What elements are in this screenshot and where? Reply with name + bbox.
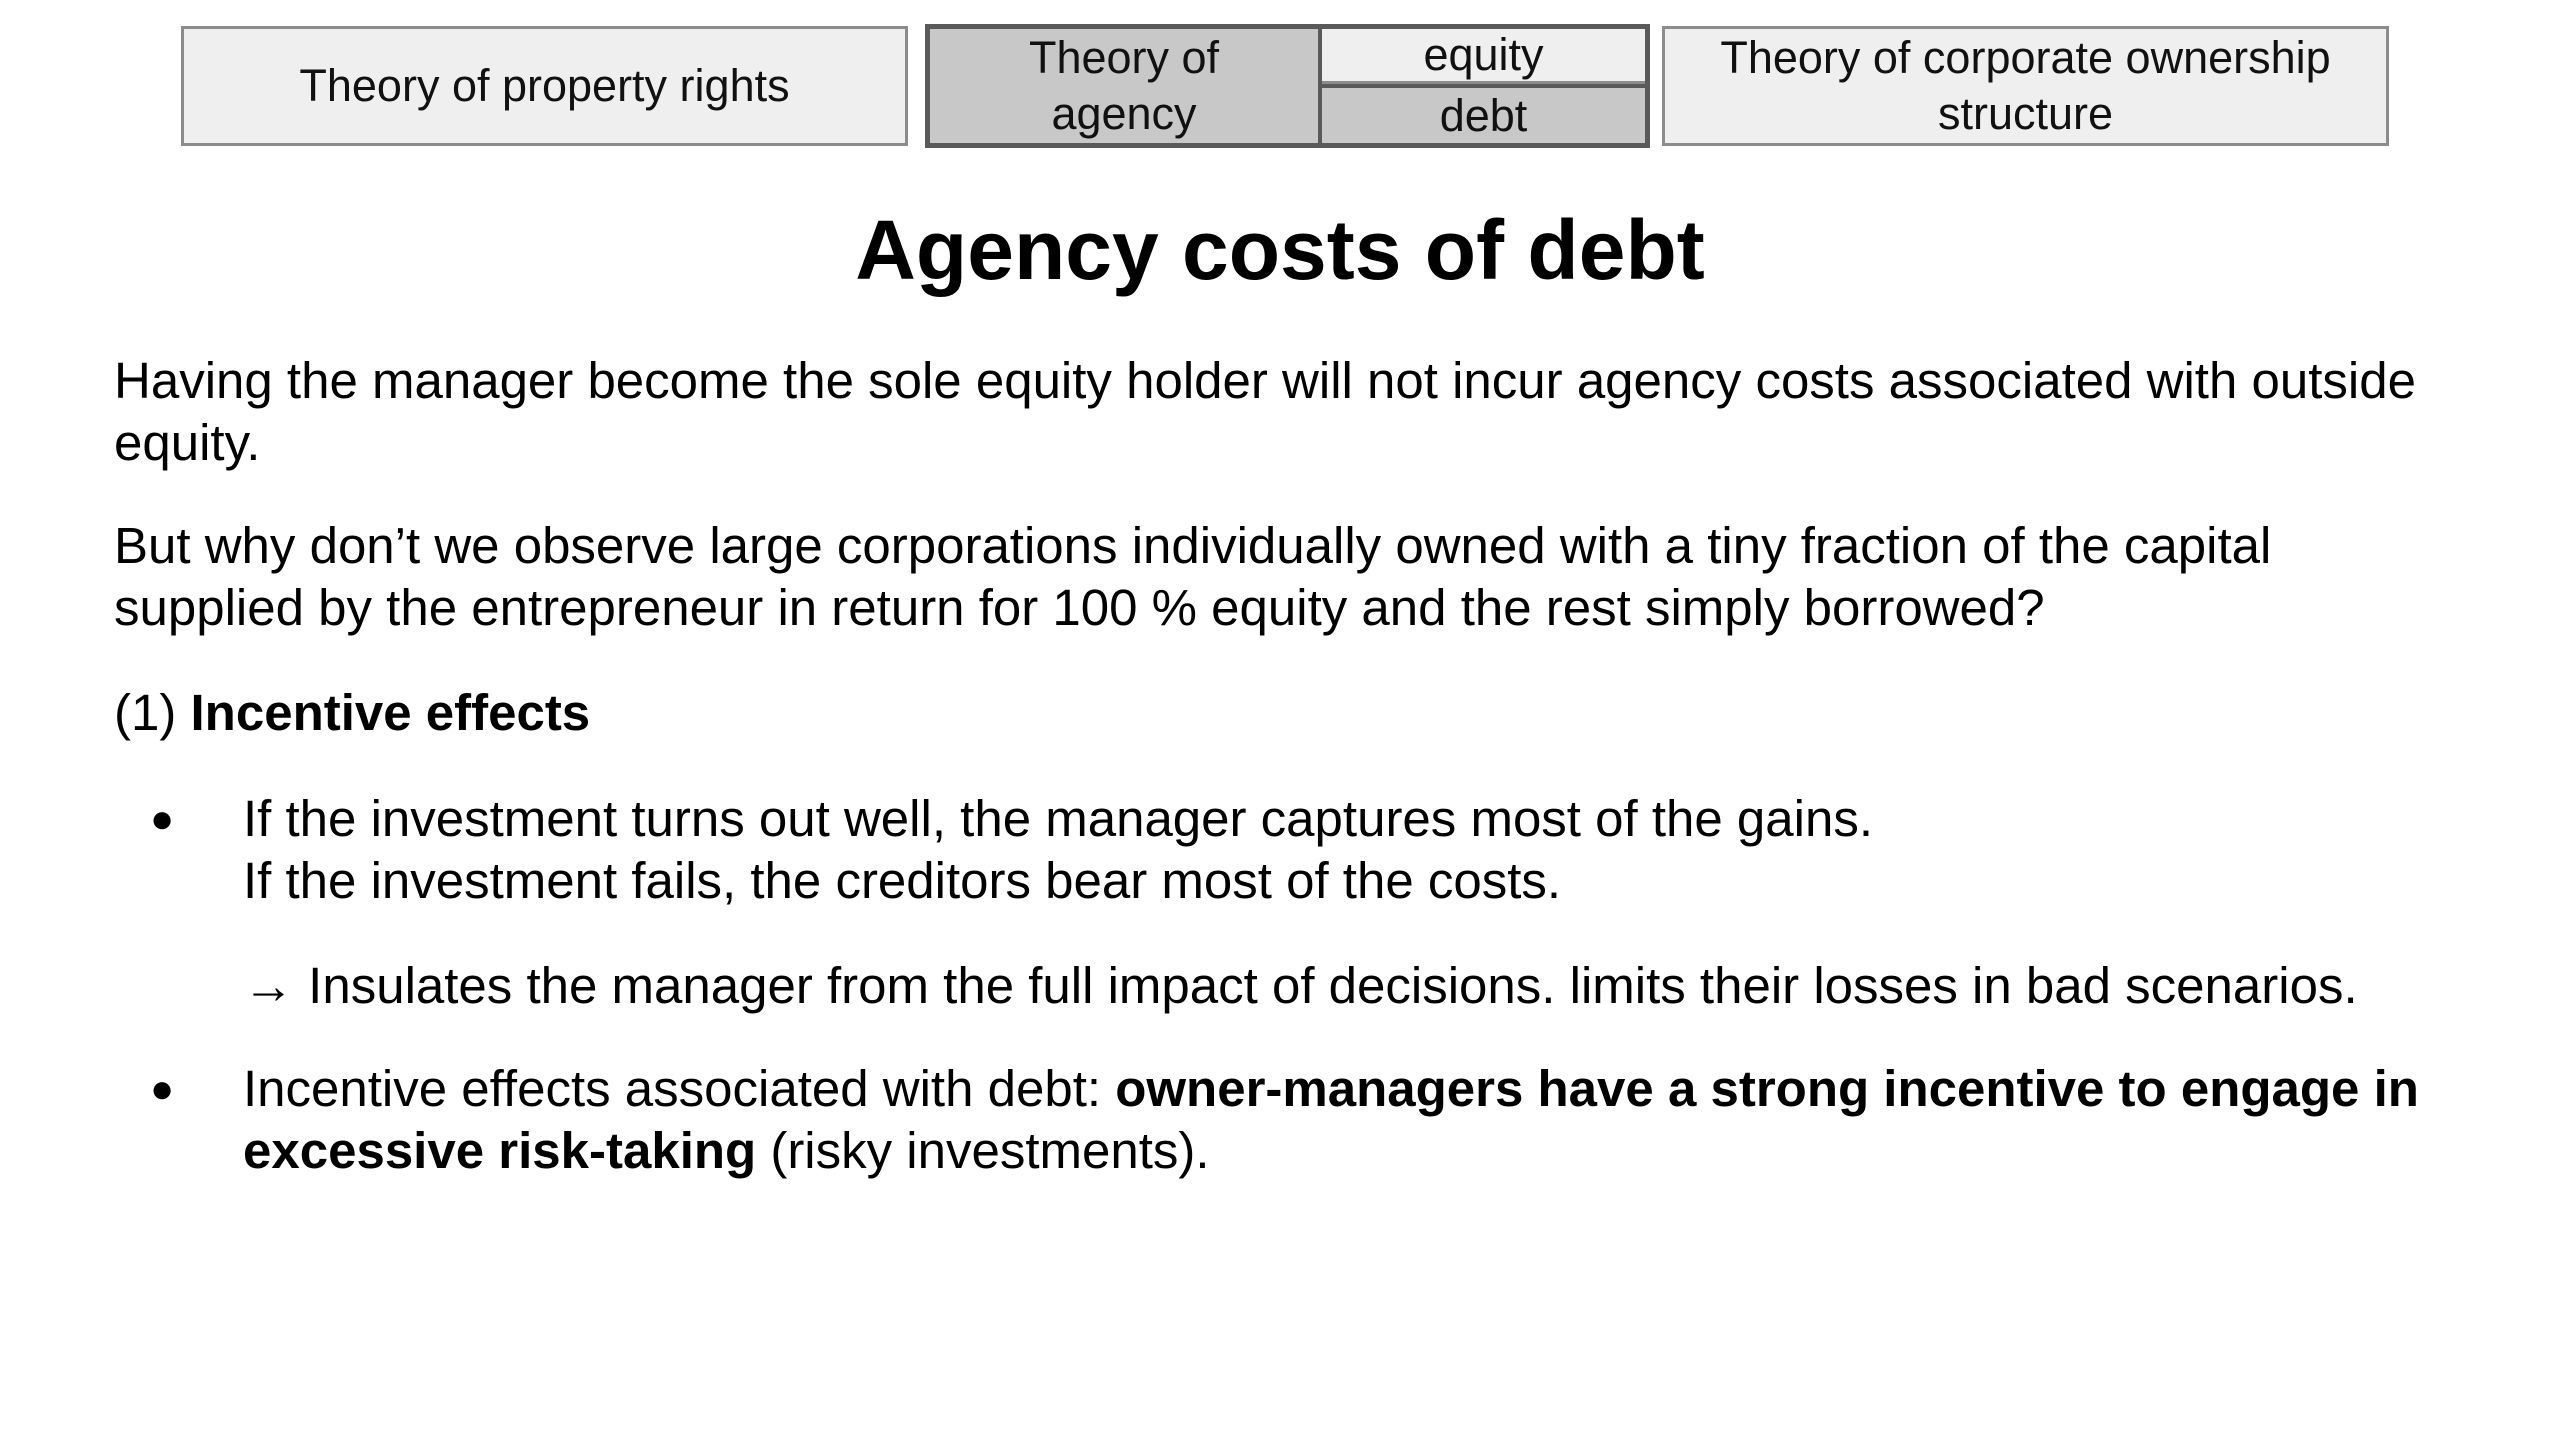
slide-title: Agency costs of debt [855,203,1705,297]
section-number: (1) [114,684,177,741]
nav-agency-group [925,24,1650,148]
section-heading-incentive-effects [114,682,2454,744]
bullet2-bold: owner-managers have a strong incentive to engage in excessive risk-taking [243,1060,2419,1179]
bullet2-suffix: (risky investments). [756,1122,1210,1179]
nav-property-rights-label: Theory of property rights [299,60,790,111]
bullet2-text [243,1058,2493,1182]
bullet-dot-icon: ● [150,797,175,841]
bullet1-line1: If the investment turns out well, the manager captures most of the gains. [243,790,1874,847]
nav-equity[interactable] [1322,29,1645,84]
paragraph-why-not-borrowed: But why don’t we observe large corporations individually owned with a tiny fraction of the capital supplied by the entrepreneur in return for 100 % equity and the rest simply borrowed? [114,517,2272,636]
bullet2-prefix: Incentive effects associated with debt: [243,1060,1116,1117]
nav-ownership-label: Theory of corporate ownership structure [1720,32,2331,139]
nav-equity-label: equity [1423,29,1544,80]
nav-theory-of-property-rights[interactable] [181,26,908,146]
nav-theory-of-agency[interactable] [930,29,1322,143]
bullet-dot-icon: ● [150,1067,175,1111]
bullet1-line2: If the investment fails, the creditors bear most of the costs. [243,852,1562,909]
nav-agency-label: Theory of agency [1028,32,1220,139]
nav-debt-label: debt [1439,89,1528,141]
bullet1-arrow-note: → Insulates the manager from the full impact of decisions. limits their losses in bad scenarios. [243,957,2358,1014]
nav-theory-of-corporate-ownership-structure[interactable] [1662,26,2389,146]
section-heading-text: Incentive effects [190,684,591,741]
paragraph-sole-equity-holder: Having the manager become the sole equity holder will not incur agency costs associated with outside equity. [114,352,2416,471]
nav-debt-active[interactable] [1322,84,1645,143]
